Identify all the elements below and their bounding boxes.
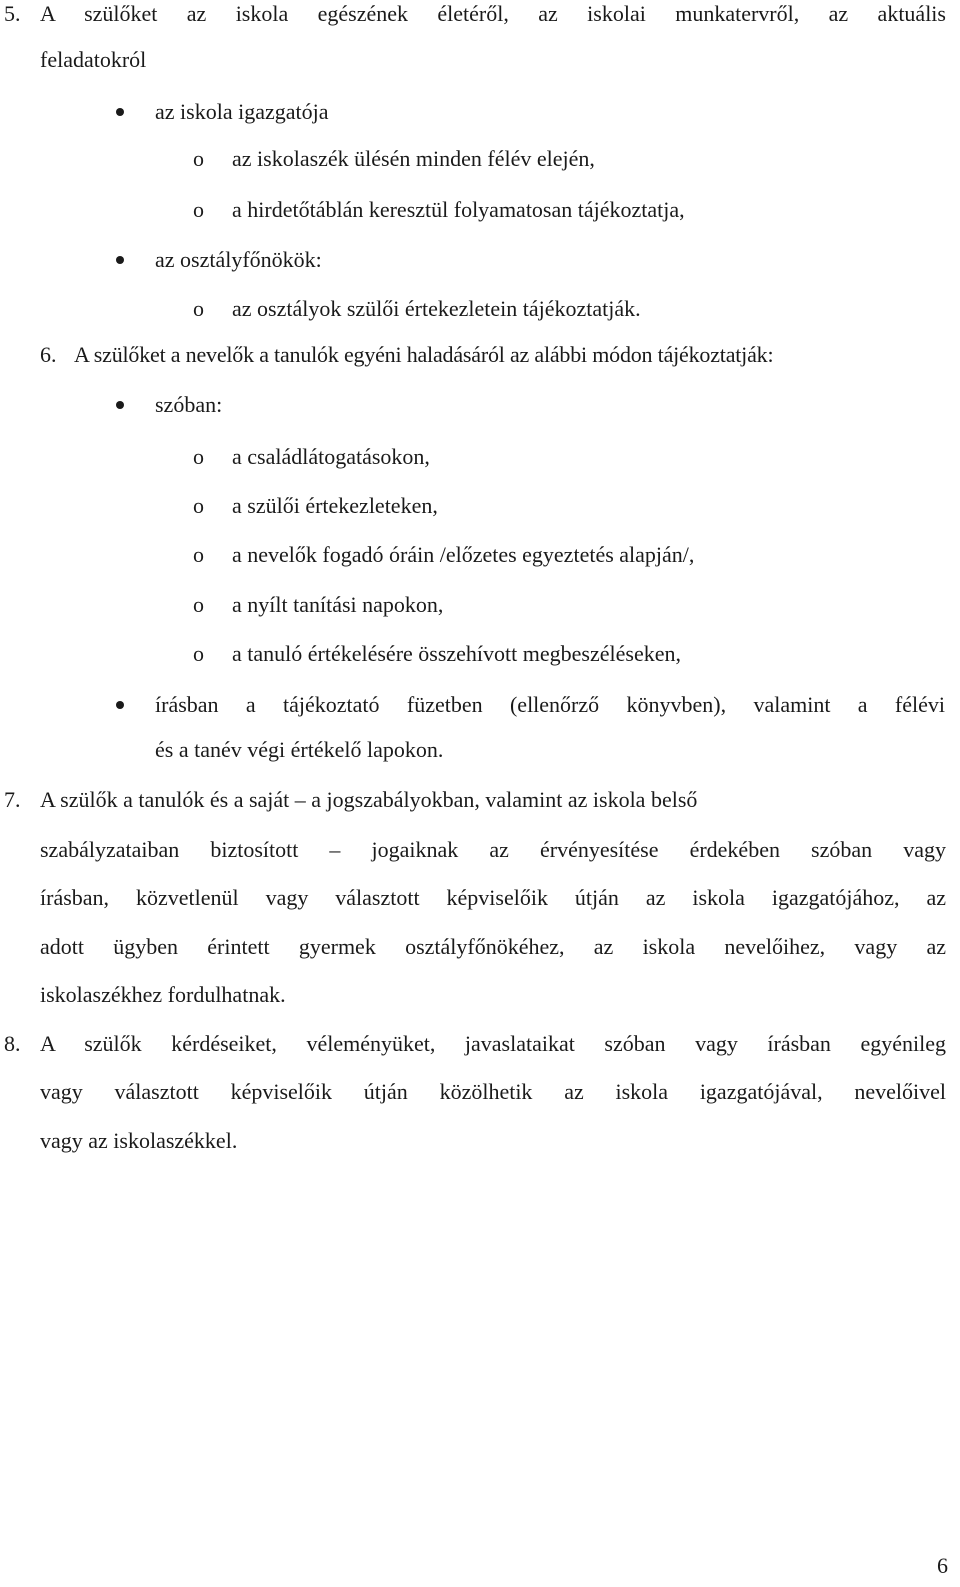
circle-bullet-icon: o (193, 542, 204, 567)
circle-bullet-icon: o (193, 296, 204, 321)
item-7-line-1: A szülők a tanulók és a saját – a jogszabályokban, valamint az iskola belső (40, 787, 698, 812)
item-6-sub-1-child-5: a tanuló értékelésére összehívott megbeszéléseken, (232, 641, 681, 666)
item-8-line-2: vagy választott képviselőik útján közölhetik az iskola igazgatójával, nevelőivel (40, 1079, 946, 1104)
item-8-number: 8. (4, 1031, 21, 1056)
item-6-sub-1-label: szóban: (155, 392, 223, 417)
page-number: 6 (937, 1553, 948, 1578)
item-7-number: 7. (4, 787, 21, 812)
item-5-line-2: feladatokról (40, 47, 147, 72)
bullet-icon (116, 108, 124, 116)
bullet-icon (116, 701, 124, 709)
circle-bullet-icon: o (193, 444, 204, 469)
item-7-line-3: írásban, közvetlenül vagy választott képviselőik útján az iskola igazgatójához, az (40, 885, 946, 910)
bullet-icon (116, 401, 124, 409)
circle-bullet-icon: o (193, 493, 204, 518)
bullet-icon (116, 256, 124, 264)
item-6-sub-1-child-2: a szülői értekezleteken, (232, 493, 438, 518)
item-6-sub-2-line-2: és a tanév végi értékelő lapokon. (155, 737, 444, 762)
item-5-sub-1-label: az iskola igazgatója (155, 99, 329, 124)
item-7-line-4: adott ügyben érintett gyermek osztályfőnökéhez, az iskola nevelőihez, vagy az (40, 934, 946, 959)
circle-bullet-icon: o (193, 197, 204, 222)
item-6-number: 6. (40, 342, 57, 367)
item-8-line-3: vagy az iskolaszékkel. (40, 1128, 238, 1153)
item-7-line-2: szabályzataiban biztosított – jogaiknak az érvényesítése érdekében szóban vagy (40, 837, 946, 862)
item-7-line-5: iskolaszékhez fordulhatnak. (40, 982, 286, 1007)
circle-bullet-icon: o (193, 146, 204, 171)
item-5-sub-2-label: az osztályfőnökök: (155, 247, 322, 272)
item-5-sub-2-child-1: az osztályok szülői értekezletein tájékoztatják. (232, 296, 641, 321)
item-5-sub-1-child-2: a hirdetőtáblán keresztül folyamatosan tájékoztatja, (232, 197, 685, 222)
item-6-sub-2-line-1: írásban a tájékoztató füzetben (ellenőrző könyvben), valamint a félévi (155, 692, 945, 717)
item-8-line-1: A szülők kérdéseiket, véleményüket, javaslataikat szóban vagy írásban egyénileg (40, 1031, 946, 1056)
item-5-sub-1-child-1: az iskolaszék ülésén minden félév elején, (232, 146, 595, 171)
item-6-sub-1-child-4: a nyílt tanítási napokon, (232, 592, 444, 617)
item-6-sub-1-child-1: a családlátogatásokon, (232, 444, 430, 469)
circle-bullet-icon: o (193, 641, 204, 666)
item-5-number: 5. (4, 1, 21, 26)
item-6-line-1: A szülőket a nevelők a tanulók egyéni haladásáról az alábbi módon tájékoztatják: (74, 342, 774, 367)
circle-bullet-icon: o (193, 592, 204, 617)
item-6-sub-1-child-3: a nevelők fogadó óráin /előzetes egyeztetés alapján/, (232, 542, 695, 567)
item-5-line-1: A szülőket az iskola egészének életéről, az iskolai munkatervről, az aktuális (40, 1, 946, 26)
